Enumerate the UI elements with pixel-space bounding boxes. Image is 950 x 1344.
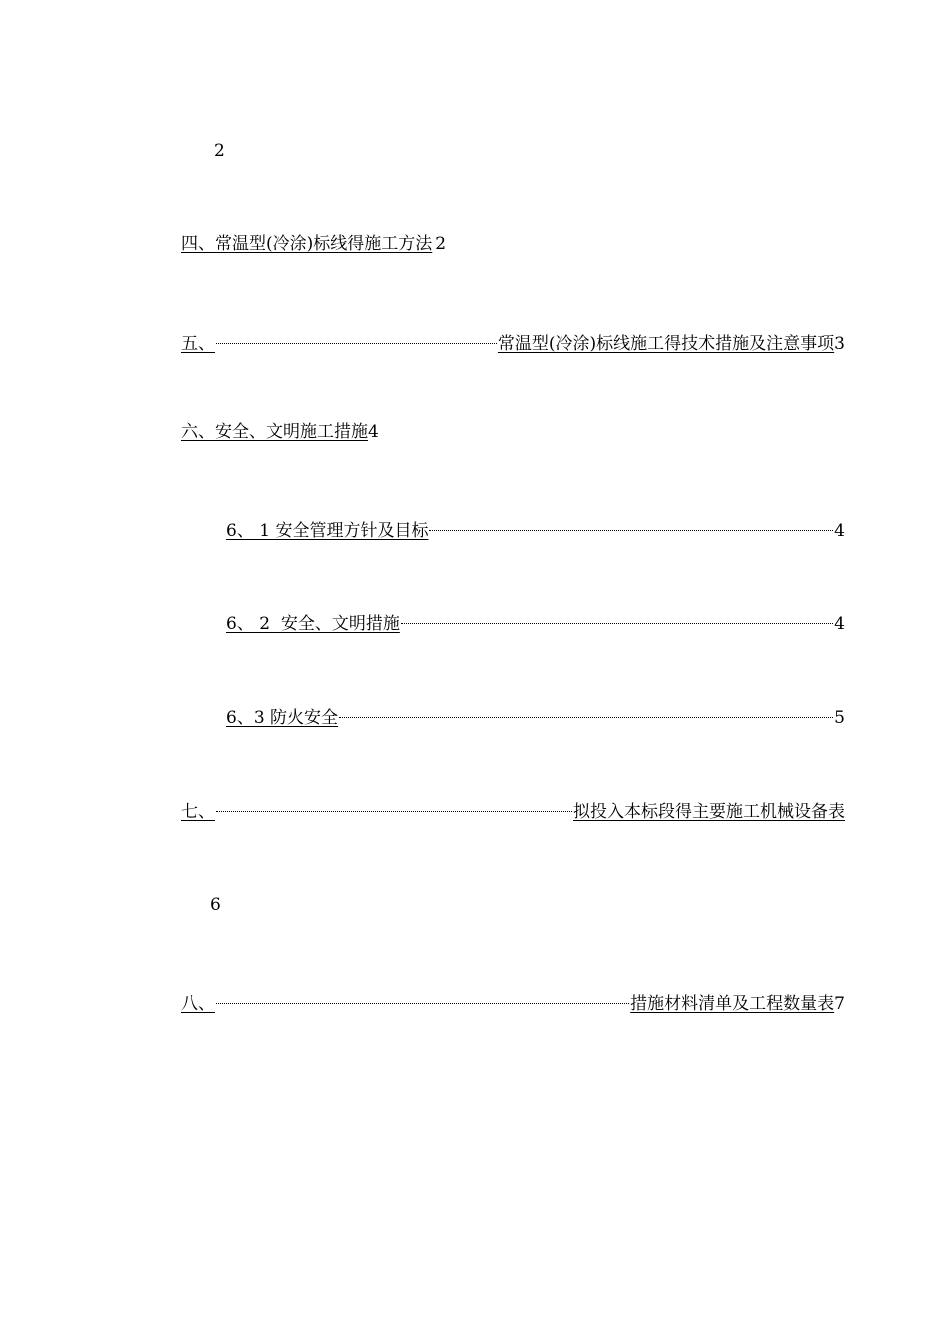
toc-item-6-1-page: 4 <box>834 521 845 541</box>
toc-item-5-prefix: 五、 <box>181 334 215 354</box>
toc-item-6-1-leader <box>429 514 833 536</box>
toc-item-8-page: 7 <box>834 994 845 1014</box>
toc-item-7-prefix: 七、 <box>181 802 215 822</box>
toc-item-6-3-page: 5 <box>834 708 845 728</box>
toc-item-5-label: 常温型(冷涂)标线施工得技术措施及注意事项 <box>497 334 835 354</box>
toc-item-7-page: 6 <box>210 895 221 915</box>
toc-item-8-leader <box>216 987 629 1009</box>
toc-item-6-2-leader <box>401 607 833 629</box>
toc-item-6-3-label: 6、3 防火安全 <box>226 708 339 728</box>
toc-item-6-1-label: 6、 1 安全管理方针及目标 <box>226 521 429 541</box>
toc-item-6[interactable] <box>181 421 379 443</box>
toc-item-6-label: 六、安全、文明施工措施 <box>181 422 368 442</box>
toc-item-4-page: 2 <box>435 234 447 254</box>
toc-item-8-prefix: 八、 <box>181 994 215 1014</box>
page-number-2: 2 <box>214 141 225 161</box>
toc-item-4[interactable] <box>181 233 446 255</box>
toc-item-8[interactable] <box>181 987 845 1015</box>
toc-item-6-2-label: 6、 2 安全、文明措施 <box>226 614 400 634</box>
toc-item-6-3[interactable] <box>226 701 845 729</box>
toc-item-5-page: 3 <box>834 334 845 354</box>
toc-item-7-leader <box>216 795 572 817</box>
toc-item-8-label: 措施材料清单及工程数量表 <box>630 994 835 1014</box>
toc-item-6-1[interactable] <box>226 514 845 542</box>
toc-item-6-2[interactable] <box>226 607 845 635</box>
toc-item-7[interactable] <box>181 795 845 823</box>
toc-item-5[interactable] <box>181 327 845 355</box>
toc-item-6-3-leader <box>339 701 833 723</box>
toc-item-6-page: 4 <box>368 422 379 442</box>
toc-item-7-label: 拟投入本标段得主要施工机械设备表 <box>573 802 845 822</box>
toc-item-4-label: 四、常温型(冷涂)标线得施工方法 <box>181 234 433 254</box>
toc-item-6-2-page: 4 <box>834 614 845 634</box>
toc-item-5-leader <box>216 327 497 349</box>
